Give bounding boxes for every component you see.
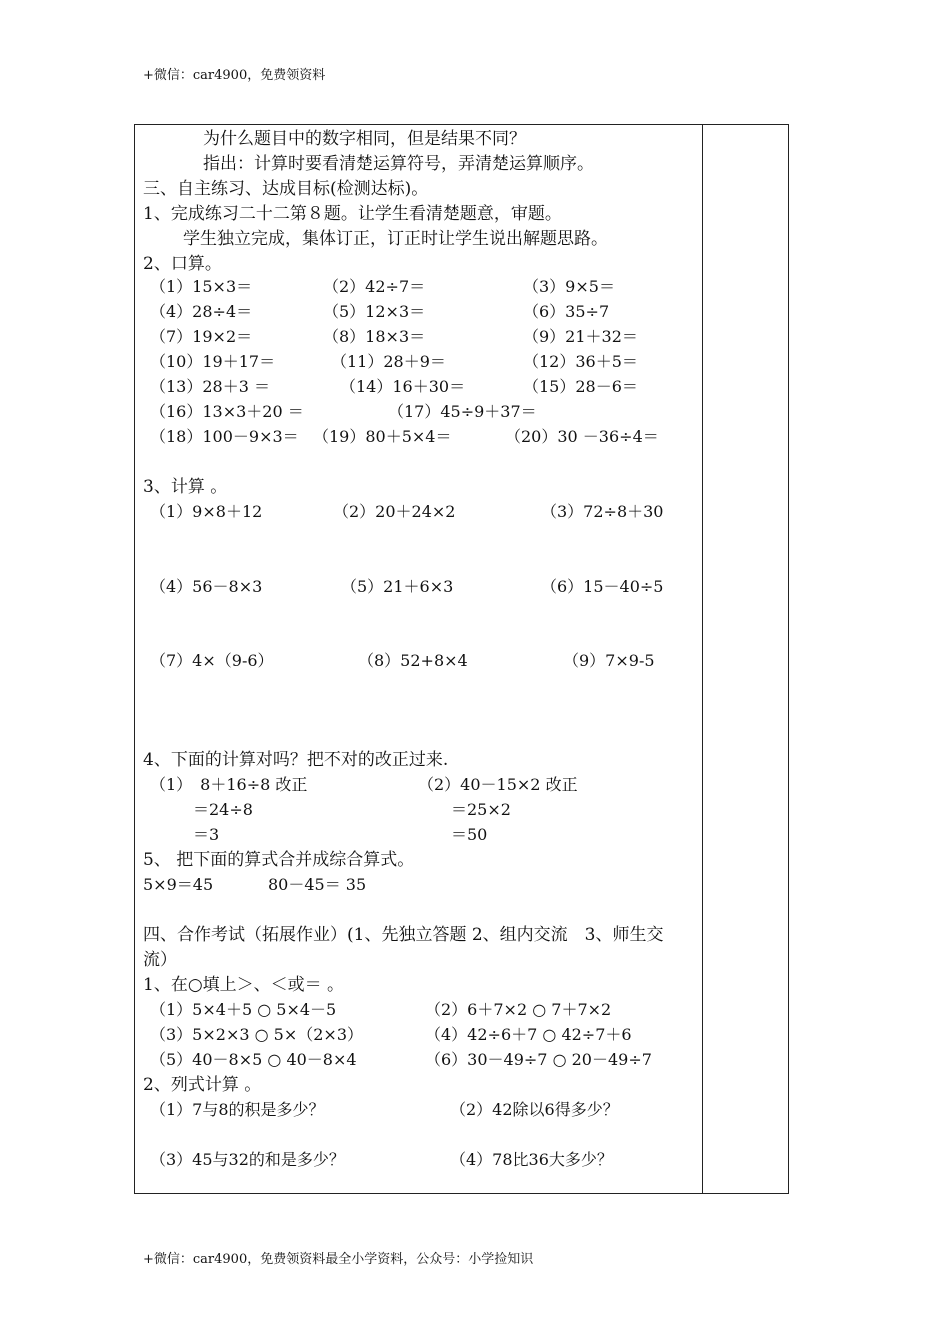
oral-problem: （11）28＋9＝ [331, 352, 446, 371]
oral-problem: （1）15×3＝ [150, 277, 253, 296]
intro-note: 指出：计算时要看清楚运算符号，弄清楚运算顺序。 [203, 154, 594, 174]
combine-expression: 5×9＝45 [143, 875, 214, 894]
s3-item1-note: 学生独立完成，集体订正，订正时让学生说出解题思路。 [183, 229, 608, 249]
compare-problem: （3）5×2×3 ○ 5×（2×3） [150, 1025, 364, 1044]
check-step: ＝3 [193, 825, 220, 844]
calc-problem: （3）72÷8＋30 [541, 502, 664, 521]
word-problem: （3）45与32的和是多少？ [150, 1150, 345, 1169]
oral-problem: （7）19×2＝ [150, 327, 253, 346]
oral-problem: （20）30 －36÷4＝ [505, 427, 659, 446]
section4-title: 四、合作考试（拓展作业）(1、先独立答题 2、组内交流 3、师生交 [143, 925, 664, 945]
s4-item1-title: 1、在○填上＞、＜或＝ 。 [143, 975, 345, 995]
oral-problem: （14）16＋30＝ [340, 377, 466, 396]
combine-expression: 80－45＝ 35 [268, 875, 367, 894]
check-step: ＝50 [451, 825, 488, 844]
oral-problem: （2）42÷7＝ [323, 277, 426, 296]
s3-item1: 1、完成练习二十二第８题。让学生看清楚题意，审题。 [143, 204, 562, 224]
s4-item2-title: 2、列式计算 。 [143, 1075, 262, 1095]
check-step: （2）40－15×2 改正 [418, 775, 578, 794]
oral-problem: （15）28－6＝ [523, 377, 638, 396]
intro-question: 为什么题目中的数字相同，但是结果不同？ [203, 129, 526, 149]
compare-problem: （2）6＋7×2 ○ 7＋7×2 [425, 1000, 612, 1019]
compare-problem: （6）30－49÷7 ○ 20－49÷7 [425, 1050, 652, 1069]
calc-problem: （5）21＋6×3 [341, 577, 454, 596]
calc-problem: （2）20＋24×2 [333, 502, 456, 521]
oral-problem: （4）28÷4＝ [150, 302, 253, 321]
compare-problem: （1）5×4＋5 ○ 5×4－5 [150, 1000, 337, 1019]
calc-problem: （4）56－8×3 [150, 577, 263, 596]
oral-problem: （19）80＋5×4＝ [313, 427, 452, 446]
section3-title: 三、自主练习、达成目标(检测达标)。 [143, 179, 429, 199]
s3-item2-title: 2、口算。 [143, 254, 222, 274]
oral-problem: （13）28＋3 ＝ [150, 377, 270, 396]
calc-problem: （1）9×8＋12 [150, 502, 263, 521]
page-header: +微信：car4900，免费领资料 [143, 68, 326, 83]
check-step: ＝24÷8 [193, 800, 253, 819]
word-problem: （4）78比36大多少？ [450, 1150, 613, 1169]
s3-item3-title: 3、计算 。 [143, 477, 228, 497]
oral-problem: （16）13×3＋20 ＝ [150, 402, 304, 421]
calc-problem: （6）15－40÷5 [541, 577, 664, 596]
oral-problem: （3）9×5＝ [523, 277, 615, 296]
check-step: （1） 8＋16÷8 改正 [150, 775, 308, 794]
calc-problem: （8）52+8×4 [358, 651, 468, 670]
oral-problem: （18）100－9×3＝ [150, 427, 299, 446]
s3-item4-title: 4、下面的计算对吗？把不对的改正过来. [143, 750, 449, 770]
oral-problem: （8）18×3＝ [323, 327, 426, 346]
check-step: ＝25×2 [451, 800, 511, 819]
table-column-divider [702, 124, 703, 1194]
calc-problem: （7）4×（9-6） [150, 651, 274, 670]
oral-problem: （12）36＋5＝ [523, 352, 638, 371]
calc-problem: （9）7×9-5 [563, 651, 655, 670]
compare-problem: （4）42÷6＋7 ○ 42÷7＋6 [425, 1025, 632, 1044]
word-problem: （2）42除以6得多少？ [450, 1100, 619, 1119]
oral-problem: （5）12×3＝ [323, 302, 426, 321]
page-footer: +微信：car4900，免费领资料最全小学资料，公众号：小学捡知识 [143, 1252, 534, 1267]
oral-problem: （9）21＋32＝ [523, 327, 638, 346]
oral-problem: （10）19＋17＝ [150, 352, 276, 371]
s3-item5-title: 5、 把下面的算式合并成综合算式。 [143, 850, 415, 870]
word-problem: （1）7与8的积是多少？ [150, 1100, 325, 1119]
oral-problem: （17）45÷9＋37＝ [388, 402, 537, 421]
oral-problem: （6）35÷7 [523, 302, 610, 321]
compare-problem: （5）40－8×5 ○ 40－8×4 [150, 1050, 357, 1069]
section4-title-cont: 流） [143, 950, 177, 970]
